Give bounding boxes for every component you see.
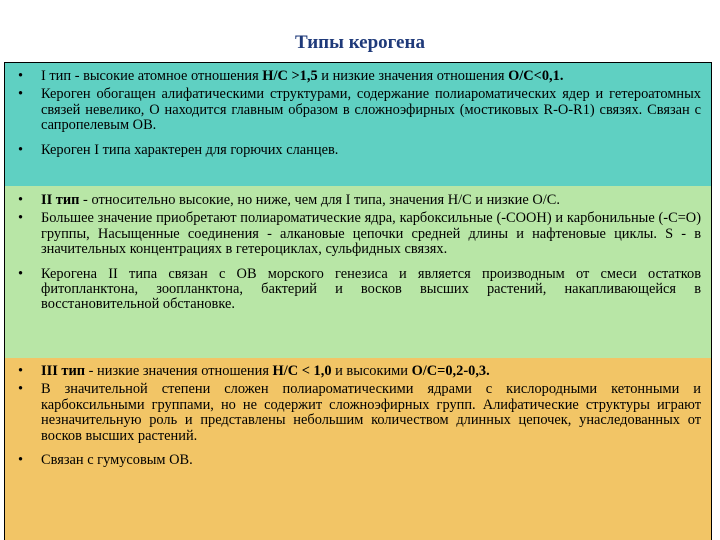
item-text: и высокими bbox=[331, 363, 412, 379]
list-item bbox=[5, 69, 711, 84]
type-1-section bbox=[4, 62, 712, 186]
type-label: III тип bbox=[41, 363, 86, 379]
type-label: I тип bbox=[41, 68, 72, 84]
item-text: Связан с гумусовым ОВ. bbox=[41, 452, 193, 469]
list-item bbox=[5, 267, 711, 313]
list-item bbox=[5, 193, 711, 208]
item-text: Кероген обогащен алифатическими структурами, содержание полиароматических ядер и гетероатомных связей невелико, О находится главным образом в сложноэфирных (мостиковых R-O-R1) связях. Связан с сапропелевым ОВ. bbox=[41, 86, 701, 134]
list-item bbox=[5, 453, 711, 468]
list-item bbox=[5, 382, 711, 444]
oc-ratio: О/С=0,2-0,3. bbox=[411, 363, 490, 379]
item-text: Кероген I типа характерен для горючих сланцев. bbox=[41, 141, 339, 158]
page-title: Типы керогена bbox=[295, 32, 425, 53]
item-text: и низкие значения отношения bbox=[317, 68, 509, 84]
item-text: - относительно высокие, но ниже, чем для I типа, значения Н/С и низкие О/С. bbox=[79, 192, 560, 208]
bullet-icon: • bbox=[18, 381, 24, 398]
bullet-icon: • bbox=[18, 452, 24, 469]
list-item bbox=[5, 364, 711, 379]
item-text: Керогена II типа связан с ОВ морского генезиса и является производным от смеси остатков фитопланктона, зоопланктона, бактерий и восков высших растений, накапливающейся в восстановительной обстановке. bbox=[41, 265, 701, 313]
bullet-icon: • bbox=[18, 68, 24, 84]
hc-ratio: Н/С >1,5 bbox=[262, 68, 318, 84]
item-text: - низкие значения отношения bbox=[85, 363, 273, 379]
list-item bbox=[5, 87, 711, 133]
bullet-icon: • bbox=[18, 265, 24, 282]
item-text: - высокие атомное отношения bbox=[71, 68, 263, 84]
type-3-section bbox=[4, 358, 712, 540]
bullet-icon: • bbox=[18, 363, 24, 379]
item-text: Большее значение приобретают полиароматические ядра, карбоксильные (-СООН) и карбонильные (-С=О) группы, Насыщенные соединения - алкановые цепочки средней длины и нафтеновые циклы. S - в значительных концентрациях в гетероциклах, сульфидных связях. bbox=[41, 210, 701, 258]
type-2-section bbox=[4, 186, 712, 358]
oc-ratio: О/С<0,1. bbox=[508, 68, 564, 84]
hc-ratio: Н/С < 1,0 bbox=[272, 363, 332, 379]
item-text: В значительной степени сложен полиароматическими ядрами с кислородными кетонными и карбоксильными группами, но не содержит сложноэфирных групп. Алифатические структуры играют незначительную роль и представлены небольшим количеством длинных цепочек, унаследованных от восков высших растений. bbox=[41, 381, 701, 444]
bullet-icon: • bbox=[18, 141, 24, 158]
type-label: II тип bbox=[41, 192, 80, 208]
list-item bbox=[5, 143, 711, 158]
list-item bbox=[5, 211, 711, 257]
bullet-icon: • bbox=[18, 192, 24, 208]
bullet-icon: • bbox=[18, 86, 24, 103]
bullet-icon: • bbox=[18, 210, 24, 227]
